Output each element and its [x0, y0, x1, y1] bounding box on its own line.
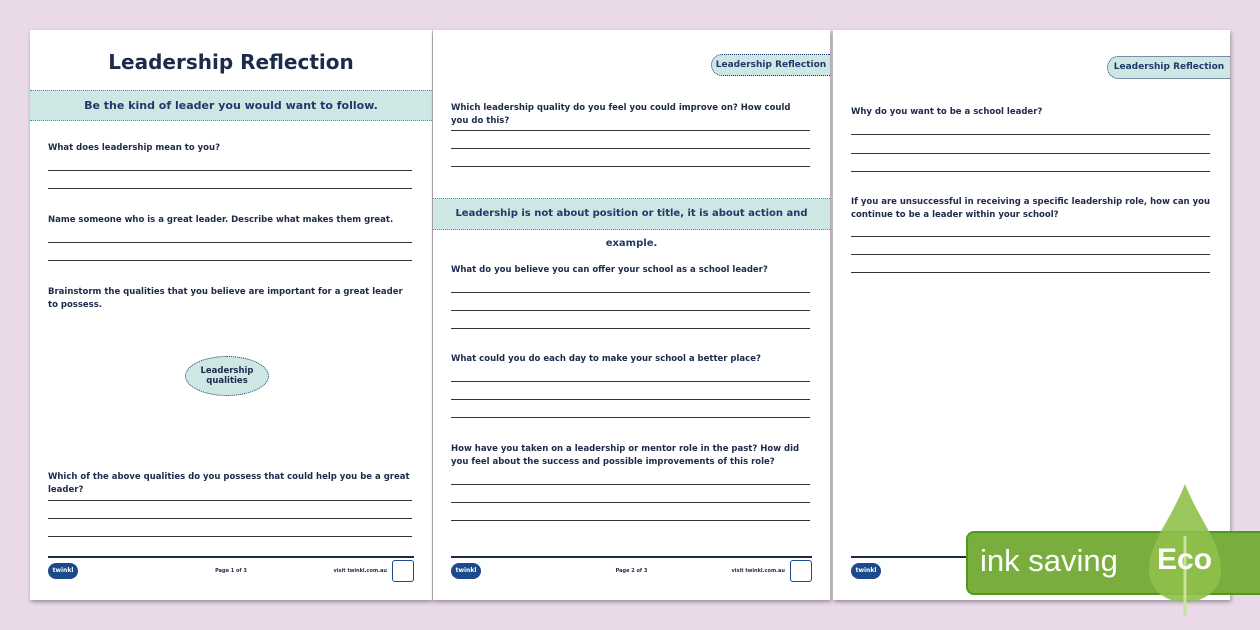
answer-line: [48, 242, 412, 243]
quality-badge-icon: [392, 560, 414, 582]
answer-line: [451, 381, 810, 382]
header-tag: Leadership Reflection: [1107, 56, 1230, 79]
eco-label: Eco: [1157, 543, 1213, 576]
question: Which leadership quality do you feel you could improve on? How could you do this?: [451, 103, 791, 126]
question: What does leadership mean to you?: [48, 143, 221, 153]
quality-badge-icon: [790, 560, 812, 582]
visit-link: visit twinkl.com.au: [731, 568, 785, 574]
page-number: Page 1 of 3: [215, 568, 247, 574]
answer-line: [48, 170, 412, 171]
worksheet-page-1: [30, 30, 432, 600]
page-title: Leadership Reflection: [108, 50, 354, 74]
answer-line: [451, 292, 810, 293]
header-tag: Leadership Reflection: [711, 54, 830, 76]
worksheet-page-2: [433, 30, 830, 600]
answer-line: [48, 518, 412, 519]
footer-rule: [48, 556, 414, 558]
question: What do you believe you can offer your school as a school leader?: [451, 265, 768, 275]
answer-line: [48, 260, 412, 261]
answer-line: [451, 417, 810, 418]
twinkl-logo: twinkl: [451, 563, 481, 579]
page-number: Page 2 of 3: [615, 568, 648, 574]
question: Which of the above qualities do you possess that could help you be a great leader?: [48, 472, 410, 495]
question: Name someone who is a great leader. Describe what makes them great.: [48, 215, 394, 225]
leadership-qualities-bubble: Leadership qualities: [185, 356, 269, 396]
answer-line: [851, 171, 1210, 172]
visit-link: visit twinkl.com.au: [333, 568, 387, 574]
answer-line: [851, 272, 1210, 273]
quote-banner: Be the kind of leader you would want to follow.: [30, 90, 432, 121]
footer-rule: [451, 556, 812, 558]
answer-line: [451, 484, 810, 485]
ink-saving-label: ink saving: [980, 543, 1118, 578]
answer-line: [48, 188, 412, 189]
answer-line: [48, 500, 412, 501]
question: How have you taken on a leadership or mentor role in the past? How did you feel about the success and possible improvements of this role?: [451, 444, 800, 467]
answer-line: [851, 236, 1210, 237]
answer-line: [451, 166, 810, 167]
twinkl-logo: twinkl: [851, 563, 881, 579]
answer-line: [48, 536, 412, 537]
answer-line: [451, 399, 810, 400]
question: Brainstorm the qualities that you believe are important for a great leader to possess.: [48, 287, 403, 310]
answer-line: [451, 328, 810, 329]
answer-line: [451, 502, 810, 503]
answer-line: [851, 254, 1210, 255]
answer-line: [451, 130, 810, 131]
twinkl-logo: twinkl: [48, 563, 78, 579]
answer-line: [451, 310, 810, 311]
answer-line: [451, 520, 810, 521]
answer-line: [851, 153, 1210, 154]
question: Why do you want to be a school leader?: [851, 107, 1043, 117]
question: What could you do each day to make your school a better place?: [451, 354, 761, 364]
answer-line: [851, 134, 1210, 135]
quote-banner: Leadership is not about position or title, it is about action and example.: [433, 198, 830, 230]
question: If you are unsuccessful in receiving a specific leadership role, how can you continue to be a leader within your school?: [851, 197, 1211, 220]
answer-line: [451, 148, 810, 149]
